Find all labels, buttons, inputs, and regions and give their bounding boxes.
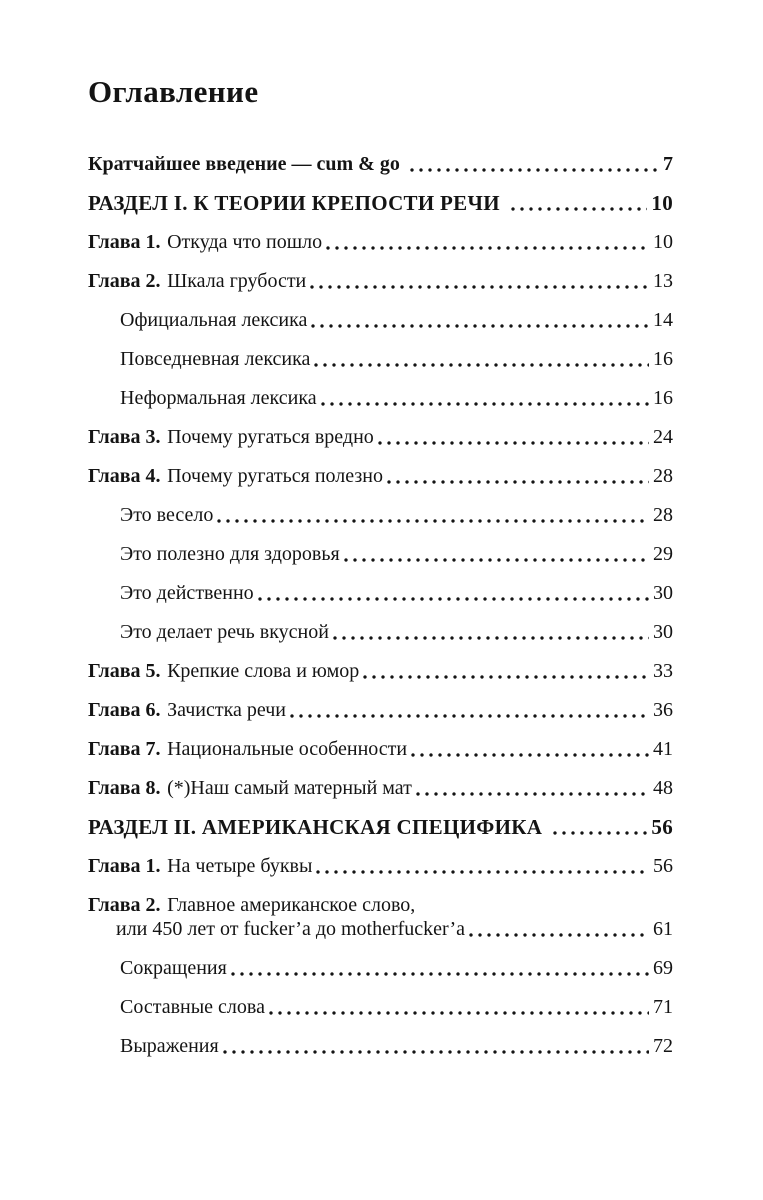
toc-entry — [88, 737, 673, 761]
toc-entry-title: Это весело — [120, 504, 214, 526]
toc-entry-line — [88, 191, 673, 215]
toc-entry — [88, 995, 673, 1019]
toc-entry — [88, 581, 673, 605]
toc-entry-prefix: Глава 1. — [88, 855, 161, 877]
dot-leader — [378, 441, 649, 445]
toc-entry-page: 61 — [653, 918, 673, 940]
toc-entry — [88, 620, 673, 644]
toc-entry-page: 56 — [653, 855, 673, 877]
dot-leader — [269, 1011, 649, 1015]
toc-entry-line — [88, 698, 673, 722]
dot-leader — [290, 714, 649, 718]
toc-entry-page: 28 — [653, 504, 673, 526]
toc-entry-line — [88, 386, 673, 410]
toc-entry-line — [88, 620, 673, 644]
toc-entry — [88, 1034, 673, 1058]
toc-entry-page: 48 — [653, 777, 673, 799]
dot-leader — [469, 933, 649, 937]
toc-entry-page: 7 — [663, 153, 673, 175]
toc-entry-title-continued: или 450 лет от fucker’а до motherfucker’а — [116, 918, 465, 940]
toc-entry-prefix: Кратчайшее введение — cum & go — [88, 153, 400, 175]
dot-leader — [321, 402, 649, 406]
toc-entry-title: На четыре буквы — [167, 855, 313, 877]
toc-entry — [88, 503, 673, 527]
dot-leader — [333, 636, 649, 640]
toc-entry-title: Сокращения — [120, 957, 227, 979]
toc-entry — [88, 464, 673, 488]
toc-entry-prefix: Глава 4. — [88, 465, 161, 487]
toc-entry — [88, 386, 673, 410]
dot-leader — [411, 753, 649, 757]
toc-entry-title: Это полезно для здоровья — [120, 543, 340, 565]
toc-entry-prefix: Глава 3. — [88, 426, 161, 448]
dot-leader — [553, 831, 647, 835]
toc-entry-line — [88, 347, 673, 371]
toc-entry-line-continued — [88, 917, 673, 941]
toc-entry-prefix: РАЗДЕЛ I. К ТЕОРИИ КРЕПОСТИ РЕЧИ — [88, 191, 500, 215]
toc-entry-line — [88, 893, 673, 917]
toc-entry-title: (*)Наш самый матерный мат — [167, 777, 412, 799]
dot-leader — [511, 207, 648, 211]
toc-entry-page: 10 — [653, 231, 673, 253]
toc-entry-page: 30 — [653, 582, 673, 604]
toc-entry — [88, 269, 673, 293]
toc-entry-title: Это делает речь вкусной — [120, 621, 329, 643]
toc-entry-title: Крепкие слова и юмор — [167, 660, 360, 682]
dot-leader — [344, 558, 649, 562]
toc-entry-page: 33 — [653, 660, 673, 682]
toc-entry — [88, 542, 673, 566]
toc-entry-prefix: Глава 1. — [88, 231, 161, 253]
dot-leader — [326, 246, 649, 250]
dot-leader — [387, 480, 649, 484]
dot-leader — [310, 285, 649, 289]
toc-entry-line — [88, 230, 673, 254]
toc-entry-title: Откуда что пошло — [167, 231, 323, 253]
dot-leader — [231, 972, 649, 976]
toc-entry-page: 36 — [653, 699, 673, 721]
toc-entry-page: 72 — [653, 1035, 673, 1057]
dot-leader — [217, 519, 649, 523]
toc-entry-line — [88, 464, 673, 488]
toc-entry-line — [88, 956, 673, 980]
toc-entry — [88, 815, 673, 839]
toc-entry-page: 41 — [653, 738, 673, 760]
toc-entry-title: Выражения — [120, 1035, 219, 1057]
dot-leader — [316, 870, 649, 874]
toc-entry — [88, 776, 673, 800]
toc-entry-title: Почему ругаться полезно — [167, 465, 383, 487]
toc-entry-title: Шкала грубости — [167, 270, 307, 292]
toc-entry-line — [88, 737, 673, 761]
toc-entry-page: 13 — [653, 270, 673, 292]
dot-leader — [223, 1050, 649, 1054]
toc-entry-title: Неформальная лексика — [120, 387, 317, 409]
toc-entry-line — [88, 1034, 673, 1058]
toc-entry-page: 71 — [653, 996, 673, 1018]
dot-leader — [311, 324, 649, 328]
toc-entry-page: 29 — [653, 543, 673, 565]
toc-entry — [88, 698, 673, 722]
page-title: Оглавление — [88, 74, 259, 109]
toc-entry — [88, 425, 673, 449]
toc-entry-line — [88, 995, 673, 1019]
toc-entry — [88, 308, 673, 332]
dot-leader — [363, 675, 649, 679]
toc-entry-title: Официальная лексика — [120, 309, 308, 331]
toc-entry-title: Повседневная лексика — [120, 348, 311, 370]
toc-entry — [88, 347, 673, 371]
toc-entry-line — [88, 659, 673, 683]
toc-entry-page: 30 — [653, 621, 673, 643]
toc-entry-line — [88, 776, 673, 800]
toc-entry-title: Зачистка речи — [167, 699, 286, 721]
toc-entry-page: 14 — [653, 309, 673, 331]
toc-entry-line — [88, 581, 673, 605]
toc-entry-line — [88, 308, 673, 332]
toc-entry-page: 10 — [651, 191, 673, 215]
toc-entry-line — [88, 269, 673, 293]
toc-entry-page: 56 — [651, 815, 673, 839]
toc-entry — [88, 956, 673, 980]
toc-entry-line — [88, 854, 673, 878]
toc-entry-line — [88, 503, 673, 527]
toc-entry-line — [88, 815, 673, 839]
toc-entry — [88, 893, 673, 941]
toc-entry-prefix: Глава 2. — [88, 894, 161, 916]
toc-entry-line — [88, 152, 673, 176]
toc-entry-page: 24 — [653, 426, 673, 448]
toc-entry-prefix: Глава 2. — [88, 270, 161, 292]
toc-entry-page: 16 — [653, 348, 673, 370]
toc-entry-title: Главное американское слово, — [167, 894, 416, 916]
toc-entry-prefix: Глава 6. — [88, 699, 161, 721]
toc-entry-line — [88, 425, 673, 449]
toc-entry-line — [88, 542, 673, 566]
dot-leader — [314, 363, 649, 367]
toc-list — [88, 152, 673, 1058]
toc-entry-title: Почему ругаться вредно — [167, 426, 374, 448]
toc-entry — [88, 854, 673, 878]
toc-entry — [88, 191, 673, 215]
dot-leader — [258, 597, 649, 601]
toc-entry — [88, 659, 673, 683]
toc-entry-prefix: Глава 5. — [88, 660, 161, 682]
toc-entry-prefix: Глава 8. — [88, 777, 161, 799]
toc-entry-page: 16 — [653, 387, 673, 409]
toc-entry-title: Это действенно — [120, 582, 254, 604]
toc-entry-prefix: Глава 7. — [88, 738, 161, 760]
toc-entry-page: 28 — [653, 465, 673, 487]
toc-entry-prefix: РАЗДЕЛ II. АМЕРИКАНСКАЯ СПЕЦИФИКА — [88, 815, 543, 839]
toc-entry — [88, 152, 673, 176]
toc-entry-title: Национальные особенности — [167, 738, 408, 760]
dot-leader — [410, 168, 659, 172]
toc-entry — [88, 230, 673, 254]
dot-leader — [416, 792, 649, 796]
toc-entry-page: 69 — [653, 957, 673, 979]
toc-entry-title: Составные слова — [120, 996, 265, 1018]
